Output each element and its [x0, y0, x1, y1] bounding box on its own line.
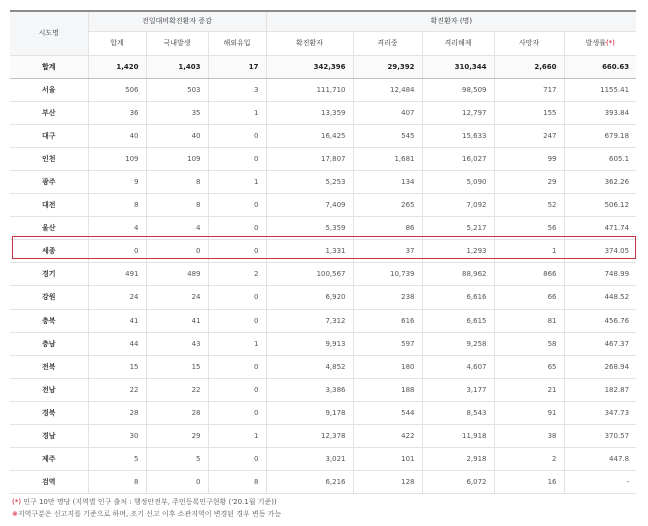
total-cell: 109 — [88, 147, 146, 170]
rate-cell: 660.63 — [564, 55, 636, 78]
deaths-cell: 866 — [494, 263, 564, 286]
region-name-cell: 충남 — [10, 332, 88, 355]
domestic-cell: 0 — [146, 471, 208, 494]
overseas-cell: 0 — [208, 217, 266, 240]
header-col-overseas: 해외유입 — [208, 31, 266, 55]
domestic-cell: 4 — [146, 217, 208, 240]
header-col-rate-label: 발생률 — [585, 39, 606, 47]
overseas-cell: 0 — [208, 355, 266, 378]
isolating-cell: 10,739 — [353, 263, 422, 286]
table-row — [10, 101, 636, 124]
released-cell: 5,217 — [422, 217, 494, 240]
isolating-cell: 180 — [353, 355, 422, 378]
released-cell: 9,258 — [422, 332, 494, 355]
domestic-cell: 15 — [146, 355, 208, 378]
released-cell: 4,607 — [422, 355, 494, 378]
footnote-region-text: 지역구분은 신고지를 기준으로 하며, 조기 신고 이후 소관지역이 변경된 경우 변동 가능 — [17, 510, 282, 518]
confirmed-cell: 6,216 — [266, 471, 353, 494]
rate-cell: 268.94 — [564, 355, 636, 378]
region-name-cell: 대전 — [10, 194, 88, 217]
isolating-cell: 597 — [353, 332, 422, 355]
rate-cell: 506.12 — [564, 194, 636, 217]
total-cell: 9 — [88, 170, 146, 193]
rate-cell: 471.74 — [564, 217, 636, 240]
isolating-cell: 101 — [353, 448, 422, 471]
deaths-cell: 2 — [494, 448, 564, 471]
header-col-confirmed: 확진환자 — [266, 31, 353, 55]
domestic-cell: 43 — [146, 332, 208, 355]
total-cell: 491 — [88, 263, 146, 286]
total-cell: 44 — [88, 332, 146, 355]
total-cell: 4 — [88, 217, 146, 240]
deaths-cell: 66 — [494, 286, 564, 309]
header-col-released: 격리해제 — [422, 31, 494, 55]
isolating-cell: 616 — [353, 309, 422, 332]
released-cell: 5,090 — [422, 170, 494, 193]
header-col-isolating: 격리중 — [353, 31, 422, 55]
confirmed-cell: 1,331 — [266, 240, 353, 263]
confirmed-cell: 111,710 — [266, 78, 353, 101]
region-name-cell: 검역 — [10, 471, 88, 494]
released-cell: 310,344 — [422, 55, 494, 78]
confirmed-cell: 4,852 — [266, 355, 353, 378]
table-row — [10, 194, 636, 217]
region-name-cell: 경남 — [10, 425, 88, 448]
domestic-cell: 5 — [146, 448, 208, 471]
domestic-cell: 40 — [146, 124, 208, 147]
domestic-cell: 29 — [146, 425, 208, 448]
table-row — [10, 401, 636, 424]
region-name-cell: 서울 — [10, 78, 88, 101]
rate-cell: - — [564, 471, 636, 494]
overseas-cell: 0 — [208, 194, 266, 217]
table-row — [10, 170, 636, 193]
domestic-cell: 0 — [146, 240, 208, 263]
total-cell: 36 — [88, 101, 146, 124]
domestic-cell: 35 — [146, 101, 208, 124]
footnotes — [12, 496, 281, 520]
rate-cell: 374.05 — [564, 240, 636, 263]
domestic-cell: 8 — [146, 194, 208, 217]
header-region: 시도명 — [10, 11, 88, 55]
overseas-cell: 0 — [208, 378, 266, 401]
overseas-cell: 0 — [208, 309, 266, 332]
confirmed-cell: 3,386 — [266, 378, 353, 401]
region-name-cell: 전북 — [10, 355, 88, 378]
region-name-cell: 강원 — [10, 286, 88, 309]
confirmed-cell: 9,178 — [266, 401, 353, 424]
table-header — [10, 11, 636, 55]
footnote-rate-text: 인구 10만 명당 (지역별 인구 출처 : 행정안전부, 주민등록인구현황 ('20.1월 기준)) — [20, 498, 277, 506]
released-cell: 7,092 — [422, 194, 494, 217]
overseas-cell: 0 — [208, 147, 266, 170]
region-name-cell: 세종 — [10, 240, 88, 263]
region-name-cell: 전남 — [10, 378, 88, 401]
domestic-cell: 503 — [146, 78, 208, 101]
domestic-cell: 22 — [146, 378, 208, 401]
total-cell: 15 — [88, 355, 146, 378]
isolating-cell: 86 — [353, 217, 422, 240]
confirmed-cell: 342,396 — [266, 55, 353, 78]
rate-cell: 393.84 — [564, 101, 636, 124]
overseas-cell: 1 — [208, 425, 266, 448]
isolating-cell: 422 — [353, 425, 422, 448]
confirmed-cell: 17,807 — [266, 147, 353, 170]
released-cell: 2,918 — [422, 448, 494, 471]
table-row — [10, 286, 636, 309]
confirmed-cell: 100,567 — [266, 263, 353, 286]
deaths-cell: 29 — [494, 170, 564, 193]
released-cell: 6,072 — [422, 471, 494, 494]
confirmed-cell: 7,409 — [266, 194, 353, 217]
total-cell: 8 — [88, 194, 146, 217]
rate-cell: 182.87 — [564, 378, 636, 401]
isolating-cell: 265 — [353, 194, 422, 217]
region-name-cell: 인천 — [10, 147, 88, 170]
isolating-cell: 545 — [353, 124, 422, 147]
total-cell: 1,420 — [88, 55, 146, 78]
deaths-cell: 1 — [494, 240, 564, 263]
confirmed-cell: 5,359 — [266, 217, 353, 240]
table-row — [10, 355, 636, 378]
confirmed-cell: 12,378 — [266, 425, 353, 448]
overseas-cell: 0 — [208, 240, 266, 263]
total-cell: 41 — [88, 309, 146, 332]
total-cell: 5 — [88, 448, 146, 471]
released-cell: 6,616 — [422, 286, 494, 309]
isolating-cell: 37 — [353, 240, 422, 263]
isolating-cell: 544 — [353, 401, 422, 424]
isolating-cell: 134 — [353, 170, 422, 193]
rate-cell: 456.76 — [564, 309, 636, 332]
rate-cell: 748.99 — [564, 263, 636, 286]
released-cell: 88,962 — [422, 263, 494, 286]
table-row — [10, 378, 636, 401]
overseas-cell: 2 — [208, 263, 266, 286]
rate-cell: 679.18 — [564, 124, 636, 147]
deaths-cell: 717 — [494, 78, 564, 101]
table-row — [10, 147, 636, 170]
confirmed-cell: 13,359 — [266, 101, 353, 124]
table-row — [10, 448, 636, 471]
overseas-cell: 17 — [208, 55, 266, 78]
footnote-region — [12, 508, 281, 520]
overseas-cell: 0 — [208, 124, 266, 147]
rate-cell: 370.57 — [564, 425, 636, 448]
isolating-cell: 407 — [353, 101, 422, 124]
confirmed-cell: 16,425 — [266, 124, 353, 147]
rate-cell: 448.52 — [564, 286, 636, 309]
header-col-total: 합계 — [88, 31, 146, 55]
domestic-cell: 41 — [146, 309, 208, 332]
table-row — [10, 332, 636, 355]
isolating-cell: 29,392 — [353, 55, 422, 78]
isolating-cell: 12,484 — [353, 78, 422, 101]
table-row — [10, 124, 636, 147]
table-row — [10, 263, 636, 286]
overseas-cell: 1 — [208, 101, 266, 124]
footnote-region-mark: ※ — [12, 510, 18, 518]
deaths-cell: 58 — [494, 332, 564, 355]
total-cell: 24 — [88, 286, 146, 309]
confirmed-cell: 3,021 — [266, 448, 353, 471]
table-row — [10, 425, 636, 448]
domestic-cell: 28 — [146, 401, 208, 424]
region-name-cell: 대구 — [10, 124, 88, 147]
total-cell: 30 — [88, 425, 146, 448]
overseas-cell: 3 — [208, 78, 266, 101]
deaths-cell: 52 — [494, 194, 564, 217]
total-cell: 22 — [88, 378, 146, 401]
header-col-deaths: 사망자 — [494, 31, 564, 55]
confirmed-cell: 7,312 — [266, 309, 353, 332]
released-cell: 6,615 — [422, 309, 494, 332]
header-col-domestic: 국내발생 — [146, 31, 208, 55]
region-name-cell: 부산 — [10, 101, 88, 124]
rate-cell: 1155.41 — [564, 78, 636, 101]
region-name-cell: 경북 — [10, 401, 88, 424]
deaths-cell: 21 — [494, 378, 564, 401]
region-name-cell: 합계 — [10, 55, 88, 78]
table-row — [10, 471, 636, 494]
table-row — [10, 217, 636, 240]
released-cell: 15,633 — [422, 124, 494, 147]
deaths-cell: 65 — [494, 355, 564, 378]
isolating-cell: 128 — [353, 471, 422, 494]
deaths-cell: 81 — [494, 309, 564, 332]
total-cell: 0 — [88, 240, 146, 263]
overseas-cell: 1 — [208, 170, 266, 193]
rate-cell: 347.73 — [564, 401, 636, 424]
domestic-cell: 1,403 — [146, 55, 208, 78]
header-group-daily-change: 전일대비확진환자 증감 — [88, 11, 266, 31]
overseas-cell: 0 — [208, 401, 266, 424]
total-cell: 40 — [88, 124, 146, 147]
released-cell: 98,509 — [422, 78, 494, 101]
region-name-cell: 울산 — [10, 217, 88, 240]
confirmed-cell: 5,253 — [266, 170, 353, 193]
total-cell: 8 — [88, 471, 146, 494]
deaths-cell: 91 — [494, 401, 564, 424]
domestic-cell: 8 — [146, 170, 208, 193]
deaths-cell: 155 — [494, 101, 564, 124]
rate-footnote-mark: (*) — [605, 39, 615, 47]
header-group-confirmed: 확진환자 (명) — [266, 11, 636, 31]
isolating-cell: 238 — [353, 286, 422, 309]
rate-cell: 605.1 — [564, 147, 636, 170]
table-row — [10, 309, 636, 332]
confirmed-cell: 6,920 — [266, 286, 353, 309]
overseas-cell: 0 — [208, 286, 266, 309]
overseas-cell: 8 — [208, 471, 266, 494]
overseas-cell: 1 — [208, 332, 266, 355]
table-row — [10, 240, 636, 263]
deaths-cell: 56 — [494, 217, 564, 240]
overseas-cell: 0 — [208, 448, 266, 471]
released-cell: 11,918 — [422, 425, 494, 448]
released-cell: 8,543 — [422, 401, 494, 424]
rate-cell: 362.26 — [564, 170, 636, 193]
isolating-cell: 188 — [353, 378, 422, 401]
regional-cases-table — [10, 10, 636, 494]
total-cell: 28 — [88, 401, 146, 424]
total-cell: 506 — [88, 78, 146, 101]
region-name-cell: 충북 — [10, 309, 88, 332]
table-row — [10, 78, 636, 101]
domestic-cell: 24 — [146, 286, 208, 309]
released-cell: 16,027 — [422, 147, 494, 170]
footnote-rate-mark: (*) — [12, 498, 21, 506]
header-col-rate — [564, 31, 636, 55]
released-cell: 3,177 — [422, 378, 494, 401]
domestic-cell: 109 — [146, 147, 208, 170]
table-body — [10, 55, 636, 494]
confirmed-cell: 9,913 — [266, 332, 353, 355]
rate-cell: 467.37 — [564, 332, 636, 355]
deaths-cell: 247 — [494, 124, 564, 147]
footnote-rate — [12, 496, 281, 508]
deaths-cell: 99 — [494, 147, 564, 170]
region-name-cell: 제주 — [10, 448, 88, 471]
deaths-cell: 16 — [494, 471, 564, 494]
rate-cell: 447.8 — [564, 448, 636, 471]
table-row-total — [10, 55, 636, 78]
region-name-cell: 광주 — [10, 170, 88, 193]
released-cell: 12,797 — [422, 101, 494, 124]
region-name-cell: 경기 — [10, 263, 88, 286]
deaths-cell: 38 — [494, 425, 564, 448]
isolating-cell: 1,681 — [353, 147, 422, 170]
domestic-cell: 489 — [146, 263, 208, 286]
released-cell: 1,293 — [422, 240, 494, 263]
deaths-cell: 2,660 — [494, 55, 564, 78]
